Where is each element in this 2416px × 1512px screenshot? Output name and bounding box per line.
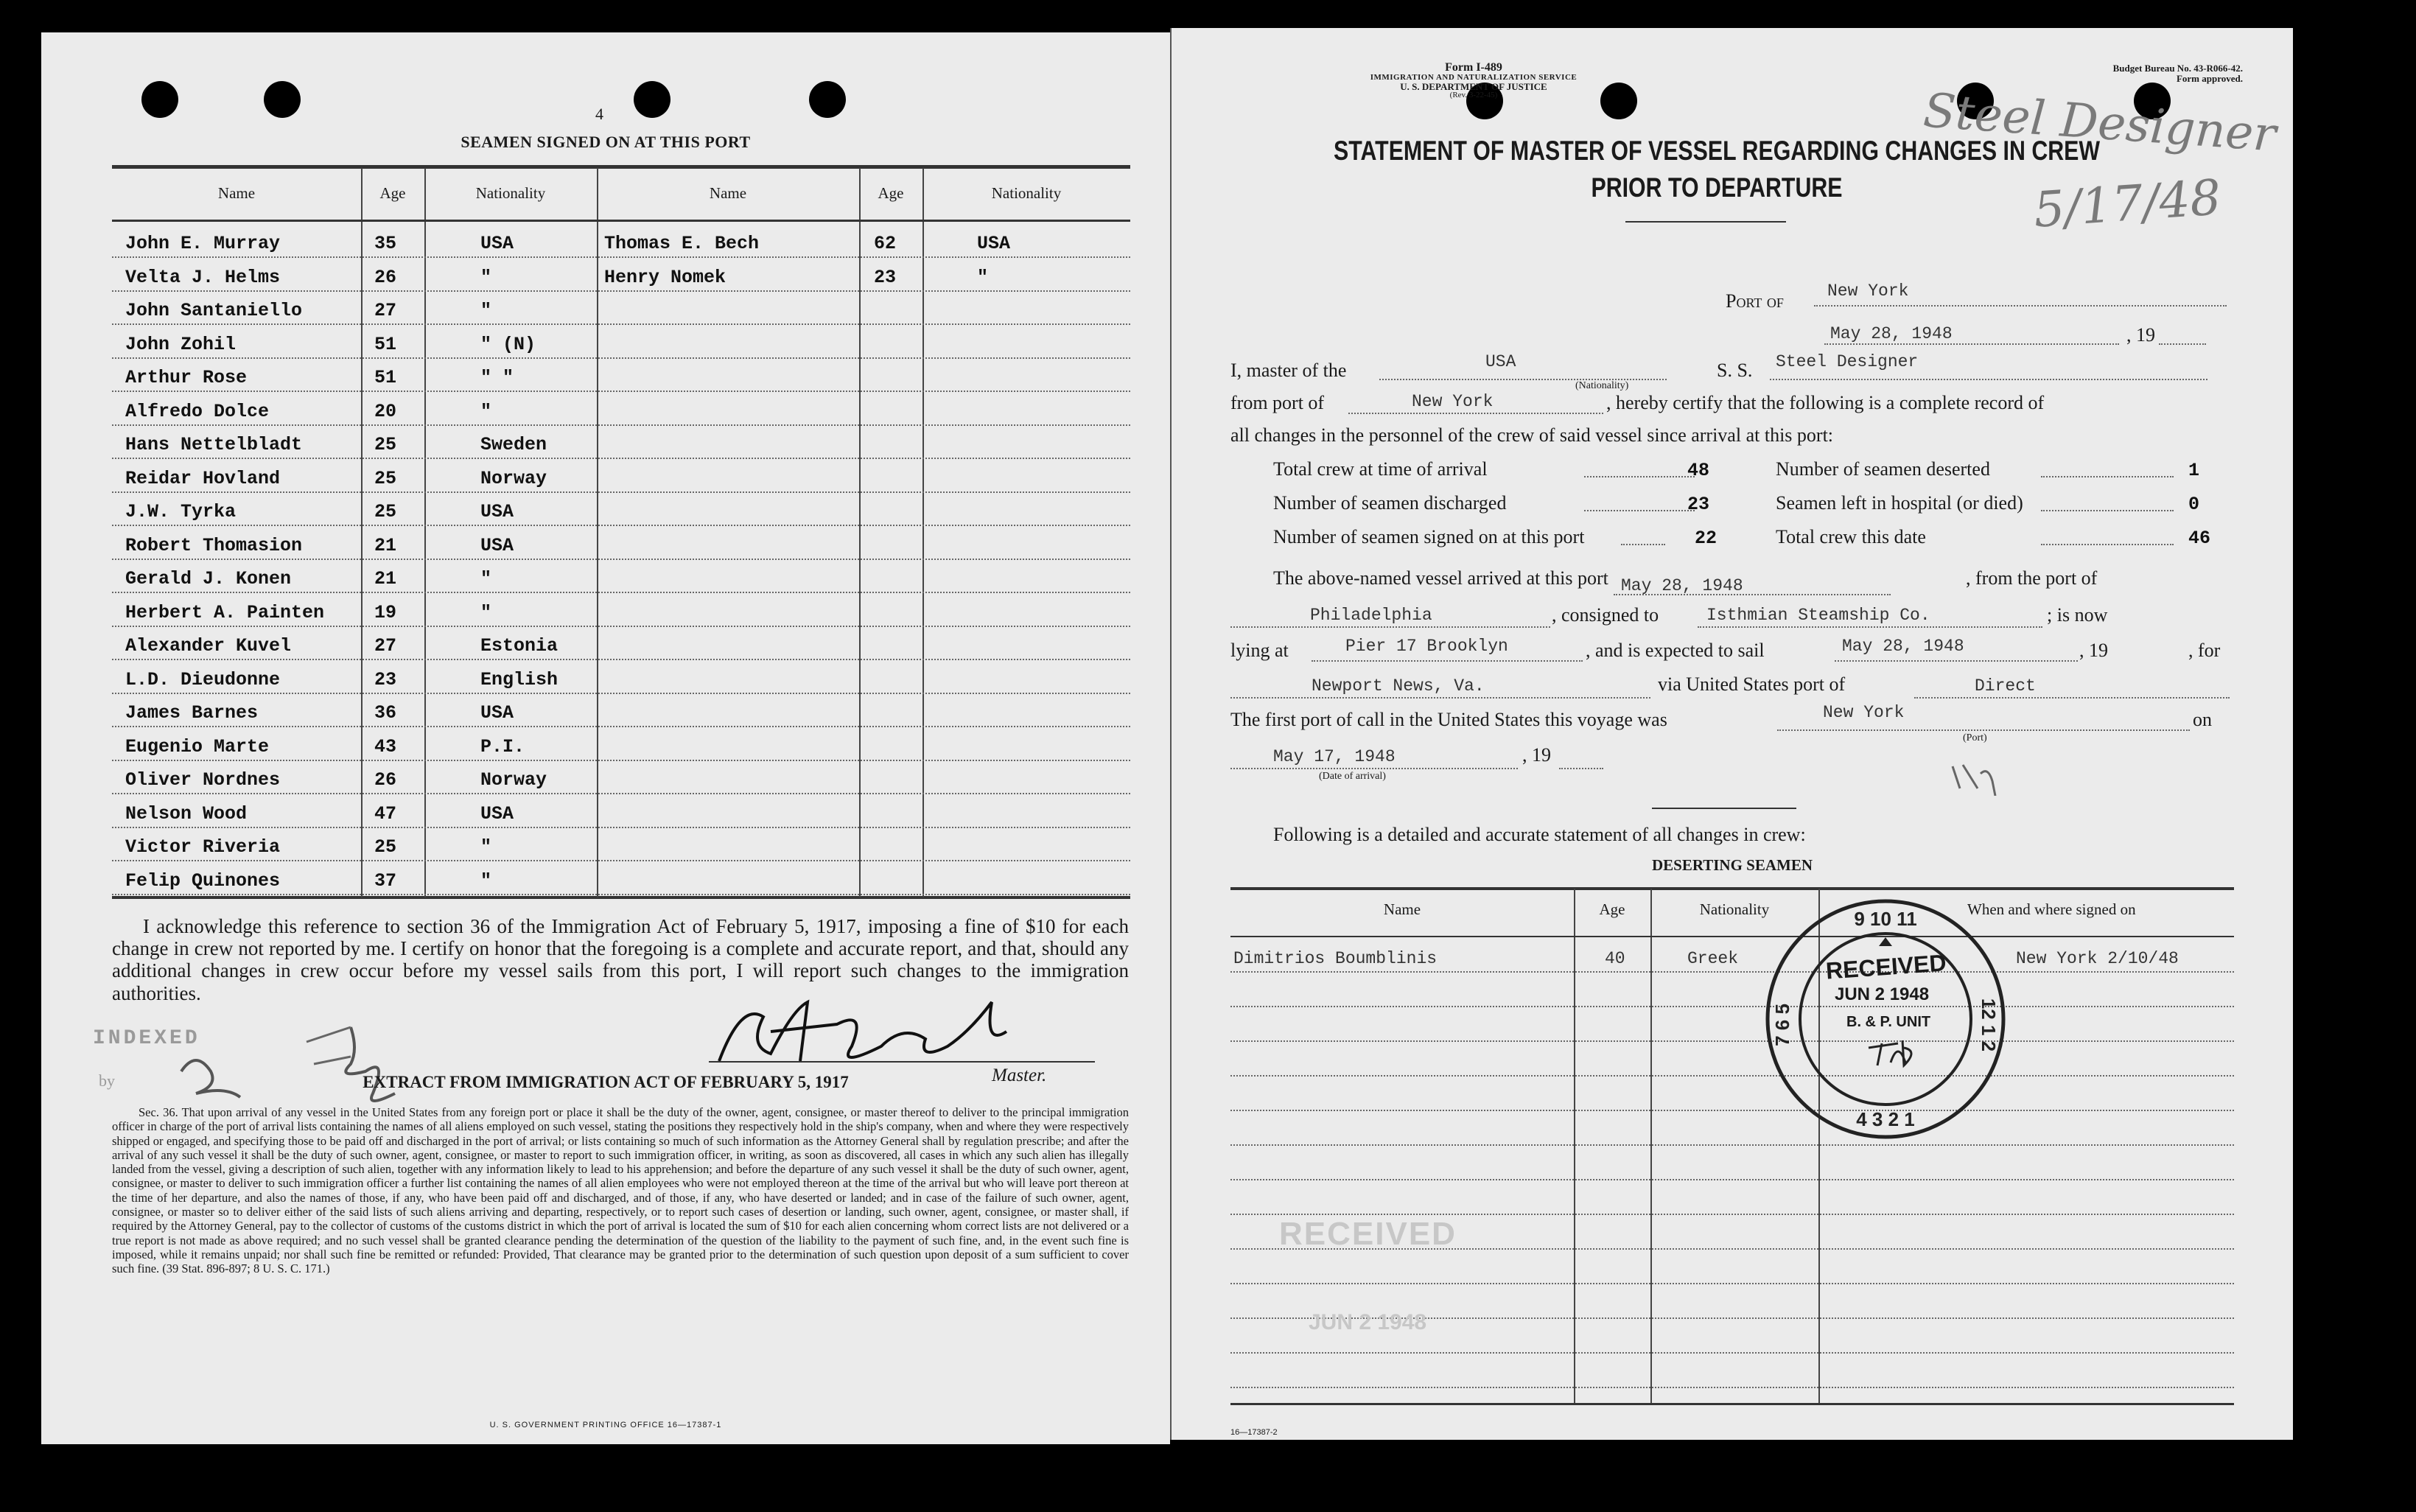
crew-age: 35 xyxy=(374,233,397,254)
svg-text:4 3 2 1: 4 3 2 1 xyxy=(1856,1108,1915,1130)
crew-age: 37 xyxy=(374,869,397,892)
crew-name: James Barnes xyxy=(125,702,259,724)
budget-line1: Budget Bureau No. 43-R066-42. xyxy=(2112,63,2243,74)
table-row-line xyxy=(1230,1387,2234,1388)
deserting-bottom-rule xyxy=(1230,1403,2234,1405)
table-row-line xyxy=(112,559,1130,560)
extract-title: EXTRACT FROM IMMIGRATION ACT OF FEBRUARY 5, 1917 xyxy=(363,1073,849,1091)
table-row-line xyxy=(112,726,1130,727)
title-line1: STATEMENT OF MASTER OF VESSEL REGARDING CHANGES IN CREW xyxy=(1333,136,2101,166)
header-nationality: Nationality xyxy=(991,184,1062,202)
table-row-line xyxy=(112,256,1130,258)
table-row-line xyxy=(112,525,1130,526)
crew-age: 27 xyxy=(374,635,397,657)
consigned-value: Isthmian Steamship Co. xyxy=(1706,606,1930,625)
table-row-line xyxy=(112,290,1130,292)
col-divider xyxy=(597,168,598,897)
stat-label: Number of seamen discharged xyxy=(1273,492,1507,514)
leader-dots xyxy=(1584,510,1695,511)
table-bottom-rule xyxy=(112,896,1130,899)
crew-nationality: P.I. xyxy=(480,735,525,757)
consigned-label: , consigned to xyxy=(1552,604,1659,626)
fill-line xyxy=(1770,379,2207,380)
first-port-label: The first port of call in the United States this voyage was xyxy=(1230,709,1667,730)
fill-line xyxy=(1614,594,1891,595)
table-row-line xyxy=(1230,1283,2234,1284)
ss-label: S. S. xyxy=(1717,360,1753,381)
title-rule xyxy=(1625,221,1786,223)
table-row-line xyxy=(1230,1352,2234,1354)
col-divider xyxy=(361,168,363,897)
table-row-line xyxy=(1230,1179,2234,1180)
expected-value: May 28, 1948 xyxy=(1842,637,1964,656)
initials-scrawl xyxy=(85,1012,498,1116)
crew-age: 21 xyxy=(374,568,397,589)
table-row-line xyxy=(1230,1144,2234,1146)
deserter-nationality: Greek xyxy=(1687,949,1739,968)
crew-age: 36 xyxy=(374,702,397,724)
crew-name: Henry Nomek xyxy=(604,266,726,288)
table-row-line xyxy=(1230,1006,2234,1007)
left-page xyxy=(41,32,1170,1444)
table-row-line xyxy=(1230,1214,2234,1215)
from-port-value: New York xyxy=(1412,392,1494,411)
punch-hole xyxy=(809,81,846,118)
crew-nationality: " xyxy=(977,266,989,288)
crew-name: Thomas E. Bech xyxy=(604,233,760,254)
deserting-header-name: Name xyxy=(1383,900,1421,918)
crew-name: Reidar Hovland xyxy=(125,467,281,489)
crew-name: Gerald J. Konen xyxy=(125,568,292,589)
stat-value: 46 xyxy=(2188,528,2211,549)
header-age: Age xyxy=(379,184,406,202)
crew-name: Velta J. Helms xyxy=(125,266,281,288)
crew-age: 19 xyxy=(374,601,397,623)
crew-age: 51 xyxy=(374,367,397,388)
fill-line xyxy=(1559,768,1603,769)
agency-line1: IMMIGRATION AND NATURALIZATION SERVICE xyxy=(1370,73,1578,82)
lying-at-value: Pier 17 Brooklyn xyxy=(1345,637,1508,656)
crew-age: 20 xyxy=(374,400,397,422)
punch-hole xyxy=(264,81,301,118)
crew-name: Nelson Wood xyxy=(125,802,248,825)
agency-line2: U. S. DEPARTMENT OF JUSTICE xyxy=(1400,81,1547,92)
fill-line xyxy=(1824,343,2119,345)
port-caption: (Port) xyxy=(1963,732,1987,743)
crew-name: Robert Thomasion xyxy=(125,534,303,556)
table-row-line xyxy=(112,424,1130,426)
crew-name: Arthur Rose xyxy=(125,367,248,388)
stat-value: 22 xyxy=(1695,528,1718,549)
nationality-value: USA xyxy=(1485,352,1516,371)
table-row-line xyxy=(1230,1075,2234,1077)
deserting-header-rule xyxy=(1230,936,2234,937)
printing-office: U. S. GOVERNMENT PRINTING OFFICE 16—17387-1 xyxy=(489,1421,722,1429)
crew-nationality: " xyxy=(480,400,492,422)
first-port-value: New York xyxy=(1823,703,1905,722)
certify-text2: all changes in the personnel of the crew of said vessel since arrival at this port: xyxy=(1230,424,1834,446)
crew-nationality: USA xyxy=(977,233,1011,254)
fill-line xyxy=(1914,697,2230,699)
table-row-line xyxy=(112,592,1130,593)
col-divider xyxy=(859,168,861,897)
budget-line2: Form approved. xyxy=(2176,73,2243,85)
crew-name: Victor Riveria xyxy=(125,836,281,858)
crew-nationality: USA xyxy=(480,702,514,724)
crew-age: 25 xyxy=(374,501,397,522)
table-row-line xyxy=(112,391,1130,392)
fill-line xyxy=(1835,660,2078,662)
col-divider xyxy=(1574,889,1575,1404)
port-of-value: New York xyxy=(1827,281,1909,301)
title-line2: PRIOR TO DEPARTURE xyxy=(1591,172,1843,203)
crew-nationality: Norway xyxy=(480,467,547,489)
section-title: SEAMEN SIGNED ON AT THIS PORT xyxy=(461,133,751,151)
punch-hole xyxy=(141,81,178,118)
fill-line xyxy=(1230,626,1550,628)
table-row-line xyxy=(112,458,1130,459)
crew-nationality: " xyxy=(480,601,492,623)
table-row-line xyxy=(112,793,1130,794)
header-nationality: Nationality xyxy=(475,184,546,202)
leader-dots xyxy=(1621,544,1665,545)
deserter-age: 40 xyxy=(1605,949,1625,968)
crew-name: L.D. Dieudonne xyxy=(125,668,281,690)
table-row-line xyxy=(112,323,1130,325)
crew-age: 51 xyxy=(374,333,397,355)
from-port-of-label: , from the port of xyxy=(1966,567,2098,589)
right-page xyxy=(1170,28,2293,1440)
crew-name: John E. Murray xyxy=(125,233,281,254)
nationality-caption: (Nationality) xyxy=(1575,380,1629,391)
leader-dots xyxy=(2041,510,2174,511)
table-row-line xyxy=(112,491,1130,493)
table-row-line xyxy=(112,659,1130,660)
following-text: Following is a detailed and accurate statement of all changes in crew: xyxy=(1273,824,1806,845)
fill-line xyxy=(1348,413,1603,414)
crew-age: 21 xyxy=(374,534,397,556)
crew-nationality: Norway xyxy=(480,769,547,791)
crew-nationality: USA xyxy=(480,501,514,522)
stat-value: 1 xyxy=(2188,460,2200,481)
stamp-initials xyxy=(1861,1033,1935,1070)
crew-nationality: " (N) xyxy=(480,333,536,355)
indexed-stamp: INDEXED xyxy=(93,1027,200,1050)
crew-nationality: USA xyxy=(480,534,514,556)
date-arrival-caption: (Date of arrival) xyxy=(1319,771,1386,782)
ss-value: Steel Designer xyxy=(1776,352,1919,371)
on-label: on xyxy=(2193,709,2212,730)
lying-at-label: lying at xyxy=(1230,640,1289,661)
header-name: Name xyxy=(709,184,747,202)
stamp-unit: B. & P. UNIT xyxy=(1846,1014,1931,1030)
crew-nationality: " xyxy=(480,300,492,321)
crew-age: 25 xyxy=(374,836,397,858)
crew-name: John Zohil xyxy=(125,333,237,355)
form-footer: 16—17387-2 xyxy=(1230,1428,1278,1437)
fill-line xyxy=(1777,729,2190,731)
table-row-line xyxy=(112,357,1130,359)
year-suffix: , 19 xyxy=(2079,640,2108,661)
from-port-label: from port of xyxy=(1230,392,1325,413)
stat-label: Total crew at time of arrival xyxy=(1273,458,1488,480)
crew-nationality: " xyxy=(480,869,492,892)
crew-name: Herbert A. Painten xyxy=(125,601,325,623)
year-suffix: , 19 xyxy=(1522,744,1551,766)
crew-name: Oliver Nordnes xyxy=(125,769,281,791)
crew-age: 26 xyxy=(374,266,397,288)
table-row-line xyxy=(1230,1110,2234,1111)
crew-nationality: USA xyxy=(480,802,514,825)
col-divider xyxy=(424,168,426,897)
separator-rule xyxy=(1652,808,1796,809)
table-row-line xyxy=(112,760,1130,761)
crew-nationality: " xyxy=(480,568,492,589)
stat-label: Seamen left in hospital (or died) xyxy=(1776,492,2023,514)
extract-text: Sec. 36. That upon arrival of any vessel in the United States from any foreign port or place it shall be the duty of the owner, agent, consignee, or master thereof to deliver to the principal immigration officer in charge of the port of arrival lists containing the names of all aliens employed on such vessel, stating the positions they respectively hold in the ship's company, when and where they were respectively shipped or engaged, and specifying those to be paid off and discharged in the port of arrival; or lists containing so much of such information as the Attorney General shall by regulation prescribe; and after the arrival of any such vessel it shall be the duty of such owner, agent, consignee, or master to report to such immigration officer, in writing, as soon as discovered, all cases in which any such alien has illegally landed from the vessel, giving a description of such alien, together with any information likely to lead to his apprehension; and before the departure of any such vessel it shall be the duty of such owner, agent, consignee, or master to deliver to such immigration officer a further list containing the names of all alien employees who were not employed thereon at the time of the arrival but who will leave port thereon at the time of her departure, and also the names of those, if any, who have been paid off and discharged, and of those, if any, who have deserted or landed; and in case of the failure of such owner, agent, consignee, or master so to deliver either of the said lists of such aliens arriving and departing, respectively, or to report such cases of desertion or landing, such owner, agent, consignee, or master shall, if required by the Attorney General, pay to the collector of customs of the customs district in which the port of arrival is located the sum of $10 for each alien concerning whom correct lists are not delivered or a true report is not made as above required; and no such vessel shall be granted clearance pending the determination of the question of the liability to the payment of such fine, and, in the event such fine is imposed, while it remains unpaid; nor shall such fine be remitted or refunded: Provided, That clearance may be granted prior to the determination of such question upon deposit of a sum sufficient to cover such fine. (39 Stat. 896-897; 8 U. S. C. 171.) xyxy=(112,1105,1129,1276)
handwritten-date: 5/17/48 xyxy=(2031,169,2223,239)
crew-nationality: English xyxy=(480,668,559,690)
pencil-mark xyxy=(1945,759,2004,796)
stamp-date: JUN 2 1948 xyxy=(1835,984,1930,1004)
stamp-received: RECEIVED xyxy=(1824,949,1947,984)
stat-label: Total crew this date xyxy=(1776,526,1926,547)
table-row-line xyxy=(1230,971,2234,973)
crew-age: 43 xyxy=(374,735,397,757)
stat-value: 48 xyxy=(1687,460,1710,481)
date-value: May 28, 1948 xyxy=(1830,324,1953,343)
crew-age: 23 xyxy=(874,266,897,288)
crew-age: 23 xyxy=(374,668,397,690)
crew-age: 26 xyxy=(374,769,397,791)
fill-line xyxy=(1230,697,1650,699)
table-row-line xyxy=(112,693,1130,694)
leader-dots xyxy=(2041,544,2174,545)
crew-nationality: Sweden xyxy=(480,434,547,455)
deserter-name: Dimitrios Boumblinis xyxy=(1233,949,1438,968)
first-date-value: May 17, 1948 xyxy=(1273,747,1396,766)
col-divider xyxy=(1650,889,1652,1404)
crew-age: 25 xyxy=(374,467,397,489)
master-label: Master. xyxy=(992,1065,1047,1085)
deserting-header-age: Age xyxy=(1599,900,1625,918)
via-value: Direct xyxy=(1975,676,2036,696)
indexed-by-label: by xyxy=(99,1071,115,1090)
year-suffix: , 19 xyxy=(2126,324,2155,346)
table-row-line xyxy=(1230,1040,2234,1042)
signature-line xyxy=(709,1061,1095,1063)
via-label: via United States port of xyxy=(1658,673,1846,695)
table-row-line xyxy=(112,626,1130,627)
from-port-of-value: Philadelphia xyxy=(1310,606,1432,625)
crew-name: John Santaniello xyxy=(125,300,303,321)
form-header xyxy=(1326,62,1621,99)
crew-name: Hans Nettelbladt xyxy=(125,434,303,455)
header-age: Age xyxy=(878,184,904,202)
revision: (Rev. 3-22-45) xyxy=(1449,91,1498,99)
certify-text: , hereby certify that the following is a complete record of xyxy=(1606,392,2045,413)
fill-line xyxy=(2159,343,2206,345)
table-row-line xyxy=(112,894,1130,895)
for-label: , for xyxy=(2188,640,2221,661)
crew-age: 47 xyxy=(374,802,397,825)
page-number: 4 xyxy=(595,105,603,123)
form-number: Form I-489 xyxy=(1445,61,1502,74)
svg-text:12 1 2: 12 1 2 xyxy=(1978,998,2000,1052)
crew-name: J.W. Tyrka xyxy=(125,501,237,522)
deserter-signed: New York 2/10/48 xyxy=(2016,949,2179,968)
fill-line xyxy=(1814,305,2227,307)
crew-nationality: USA xyxy=(480,233,514,254)
deserting-title: DESERTING SEAMEN xyxy=(1651,856,1813,874)
header-name: Name xyxy=(217,184,256,202)
deserting-header-signed: When and where signed on xyxy=(1967,900,2136,918)
punch-hole xyxy=(634,81,670,118)
deserting-top-rule xyxy=(1230,887,2234,890)
crew-age: 27 xyxy=(374,300,397,321)
port-of-label: Port of xyxy=(1726,290,1784,312)
expected-label: , and is expected to sail xyxy=(1586,640,1765,661)
arrived-value: May 28, 1948 xyxy=(1621,576,1743,595)
svg-text:9 10 11: 9 10 11 xyxy=(1854,908,1917,930)
crew-name: Alfredo Dolce xyxy=(125,400,270,422)
crew-name: Felip Quinones xyxy=(125,869,281,892)
faded-date-stamp: JUN 2 1948 xyxy=(1309,1310,1427,1334)
leader-dots xyxy=(1584,476,1695,477)
crew-age: 62 xyxy=(874,233,897,254)
handwritten-vessel-name: Steel Designer xyxy=(1922,83,2278,163)
arrived-label: The above-named vessel arrived at this port xyxy=(1273,567,1608,589)
fill-line xyxy=(1312,660,1583,662)
crew-nationality: " xyxy=(480,266,492,288)
header-rule xyxy=(112,220,1130,222)
deserting-header-nationality: Nationality xyxy=(1699,900,1770,918)
leader-dots xyxy=(2041,476,2174,477)
svg-text:7 6 5: 7 6 5 xyxy=(1771,1004,1793,1046)
master-of-label: I, master of the xyxy=(1230,360,1347,381)
crew-nationality: " " xyxy=(480,367,514,388)
faded-received-stamp: RECEIVED xyxy=(1279,1216,1457,1252)
stat-label: Number of seamen signed on at this port xyxy=(1273,526,1585,547)
crew-name: Eugenio Marte xyxy=(125,735,270,757)
table-top-rule xyxy=(112,165,1130,169)
table-row-line xyxy=(112,827,1130,828)
fill-line xyxy=(1230,768,1518,769)
col-divider xyxy=(922,168,924,897)
stat-value: 23 xyxy=(1687,494,1710,515)
crew-age: 25 xyxy=(374,434,397,455)
crew-nationality: " xyxy=(480,836,492,858)
crew-nationality: Estonia xyxy=(480,635,559,657)
budget-bureau xyxy=(2014,63,2243,85)
crew-name: Alexander Kuvel xyxy=(125,635,292,657)
stat-value: 0 xyxy=(2188,494,2200,515)
acknowledgment-text: I acknowledge this reference to section 36 of the Immigration Act of February 5, 1917, imposing a fine of $10 for each change in crew not reported by me. I certify on honor that the foregoing is a complete and accurate report, and that, should any additional changes in crew occur before my vessel sails from this port, I will report such changes to the immigration authorities. xyxy=(112,915,1129,1004)
fill-line xyxy=(1698,626,2042,628)
stat-label: Number of seamen deserted xyxy=(1776,458,1990,480)
destination-value: Newport News, Va. xyxy=(1312,676,1485,696)
table-row-line xyxy=(112,860,1130,861)
is-now-label: ; is now xyxy=(2047,604,2108,626)
